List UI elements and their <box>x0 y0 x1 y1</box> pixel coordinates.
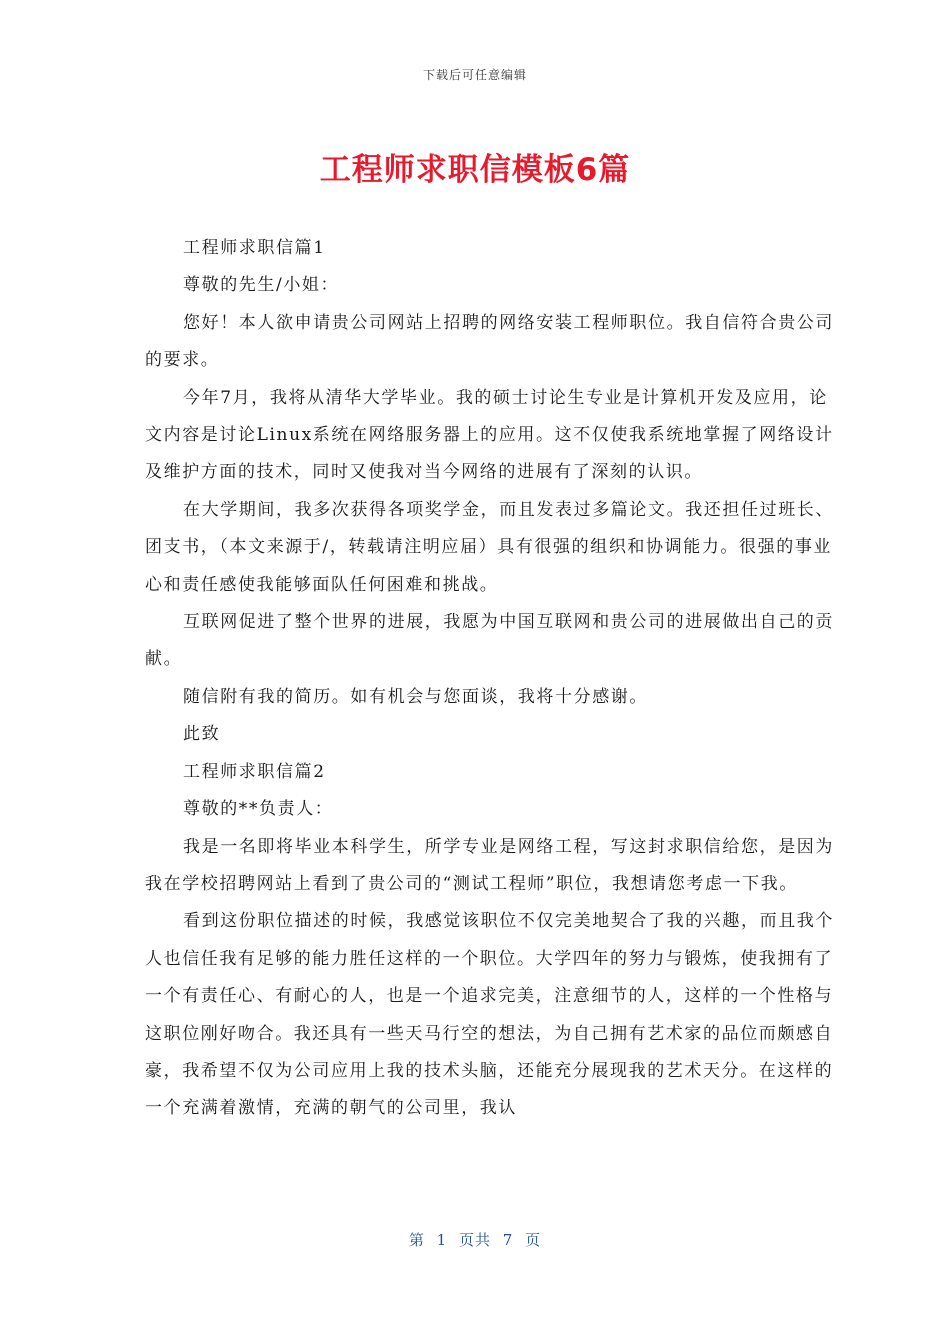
document-body <box>145 230 835 1128</box>
salutation-1: 尊敬的先生/小姐： <box>183 275 340 296</box>
closing: 此致 <box>183 724 221 745</box>
paragraph: 在大学期间，我多次获得各项奖学金，而且发表过多篇论文。我还担任过班长、团支书，（本文来源于/，转载请注明应届）具有很强的组织和协调能力。很强的事业心和责任感使我能够面队任何困难和挑战。 <box>145 499 834 595</box>
paragraph: 看到这份职位描述的时候，我感觉该职位不仅完美地契合了我的兴趣，而且我个人也信任我有足够的能力胜任这样的一个职位。大学四年的努力与锻炼，使我拥有了一个有责任心、有耐心的人，也是一个追求完美，注意细节的人，这样的一个性格与这职位刚好吻合。我还具有一些天马行空的想法，为自己拥有艺术家的品位而颇感自豪，我希望不仅为公司应用上我的技术头脑，还能充分展现我的艺术天分。在这样的一个充满着激情，充满的朝气的公司里，我认 <box>145 911 834 1119</box>
paragraph: 今年7月，我将从清华大学毕业。我的硕士讨论生专业是计算机开发及应用，论文内容是讨论Linux系统在网络服务器上的应用。这不仅使我系统地掌握了网络设计及维护方面的技术，同时又使我对当今网络的进展有了深刻的认识。 <box>145 387 834 483</box>
document-title: 工程师求职信模板6篇 <box>319 152 631 188</box>
section-heading-1: 工程师求职信篇1 <box>183 238 326 258</box>
salutation-2: 尊敬的**负责人： <box>183 799 334 820</box>
paragraph: 您好！本人欲申请贵公司网站上招聘的网络安装工程师职位。我自信符合贵公司的要求。 <box>145 312 834 371</box>
section-heading-2: 工程师求职信篇2 <box>183 761 326 782</box>
page-header: 下载后可任意编辑 <box>422 68 527 82</box>
page-footer: 第 1 页共 7 页 <box>408 1231 542 1249</box>
paragraph: 互联网促进了整个世界的进展，我愿为中国互联网和贵公司的进展做出自己的贡献。 <box>145 612 834 670</box>
paragraph: 随信附有我的简历。如有机会与您面谈，我将十分感谢。 <box>183 686 648 707</box>
paragraph: 我是一名即将毕业本科学生，所学专业是网络工程，写这封求职信给您，是因为我在学校招聘网站上看到了贵公司的“测试工程师”职位，我想请您考虑一下我。 <box>145 836 834 894</box>
